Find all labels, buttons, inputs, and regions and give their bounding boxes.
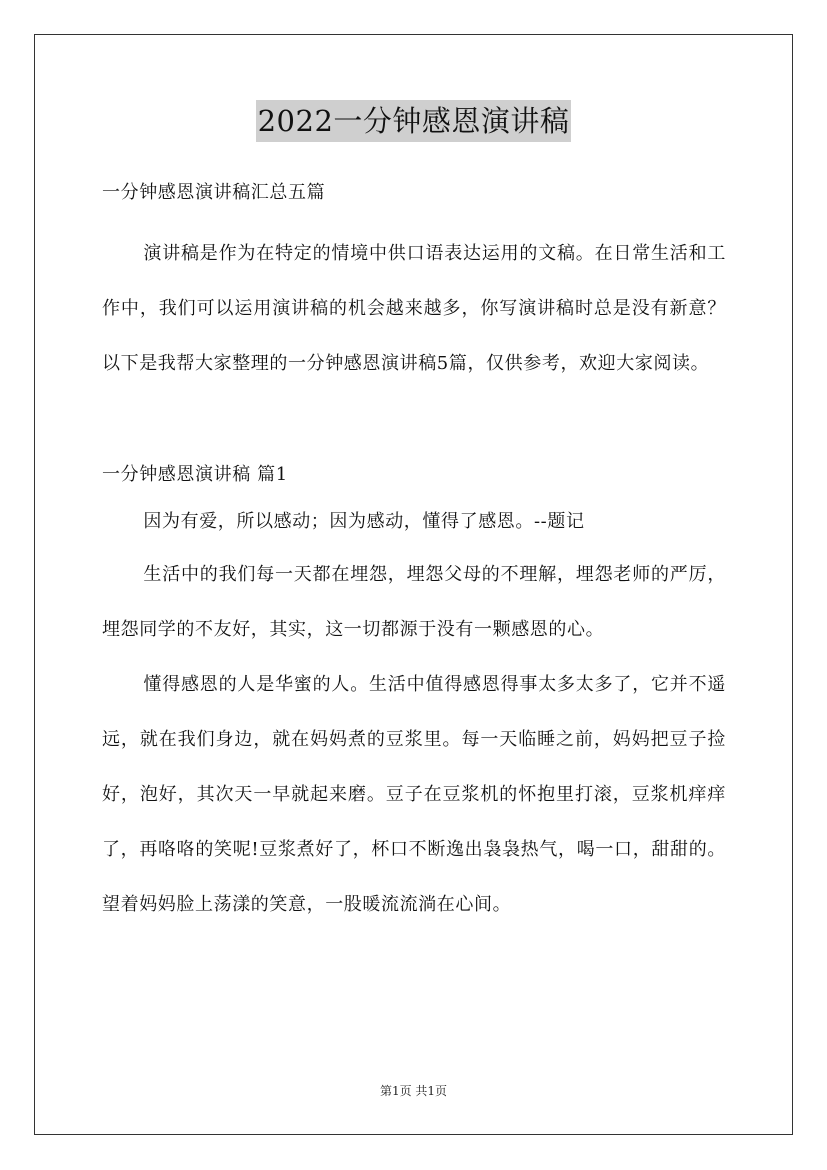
intro-paragraph: 演讲稿是作为在特定的情境中供口语表达运用的文稿。在日常生活和工作中，我们可以运用演讲稿的机会越来越多，你写演讲稿时总是没有新意？以下是我帮大家整理的一分钟感恩演讲稿5篇，仅供参考，欢迎大家阅读。: [102, 243, 726, 374]
body-paragraph-2: 生活中的我们每一天都在埋怨，埋怨父母的不理解，埋怨老师的严厉，埋怨同学的不友好，其实，这一切都源于没有一颗感恩的心。: [102, 564, 726, 640]
body-paragraph-1: 因为有爱，所以感动；因为感动，懂得了感恩。--题记: [143, 511, 585, 532]
document-title-text: 2022一分钟感恩演讲稿: [256, 100, 572, 142]
page-footer: 第1页 共1页: [379, 1084, 448, 1098]
document-subtitle: 一分钟感恩演讲稿汇总五篇: [102, 182, 326, 203]
body-paragraph-3: 懂得感恩的人是华蜜的人。生活中值得感恩得事太多太多了，它并不遥远，就在我们身边，就在妈妈煮的豆浆里。每一天临睡之前，妈妈把豆子捡好，泡好，其次天一早就起来磨。豆子在豆浆机的怀抱里打滚，豆浆机痒痒了，再咯咯的笑呢!豆浆煮好了，杯口不断逸出袅袅热气，喝一口，甜甜的。望着妈妈脸上荡漾的笑意，一股暖流流淌在心间。: [102, 674, 726, 915]
document-title: [0, 100, 827, 142]
section-heading: 一分钟感恩演讲稿 篇1: [102, 464, 288, 485]
document-body: [102, 172, 726, 932]
